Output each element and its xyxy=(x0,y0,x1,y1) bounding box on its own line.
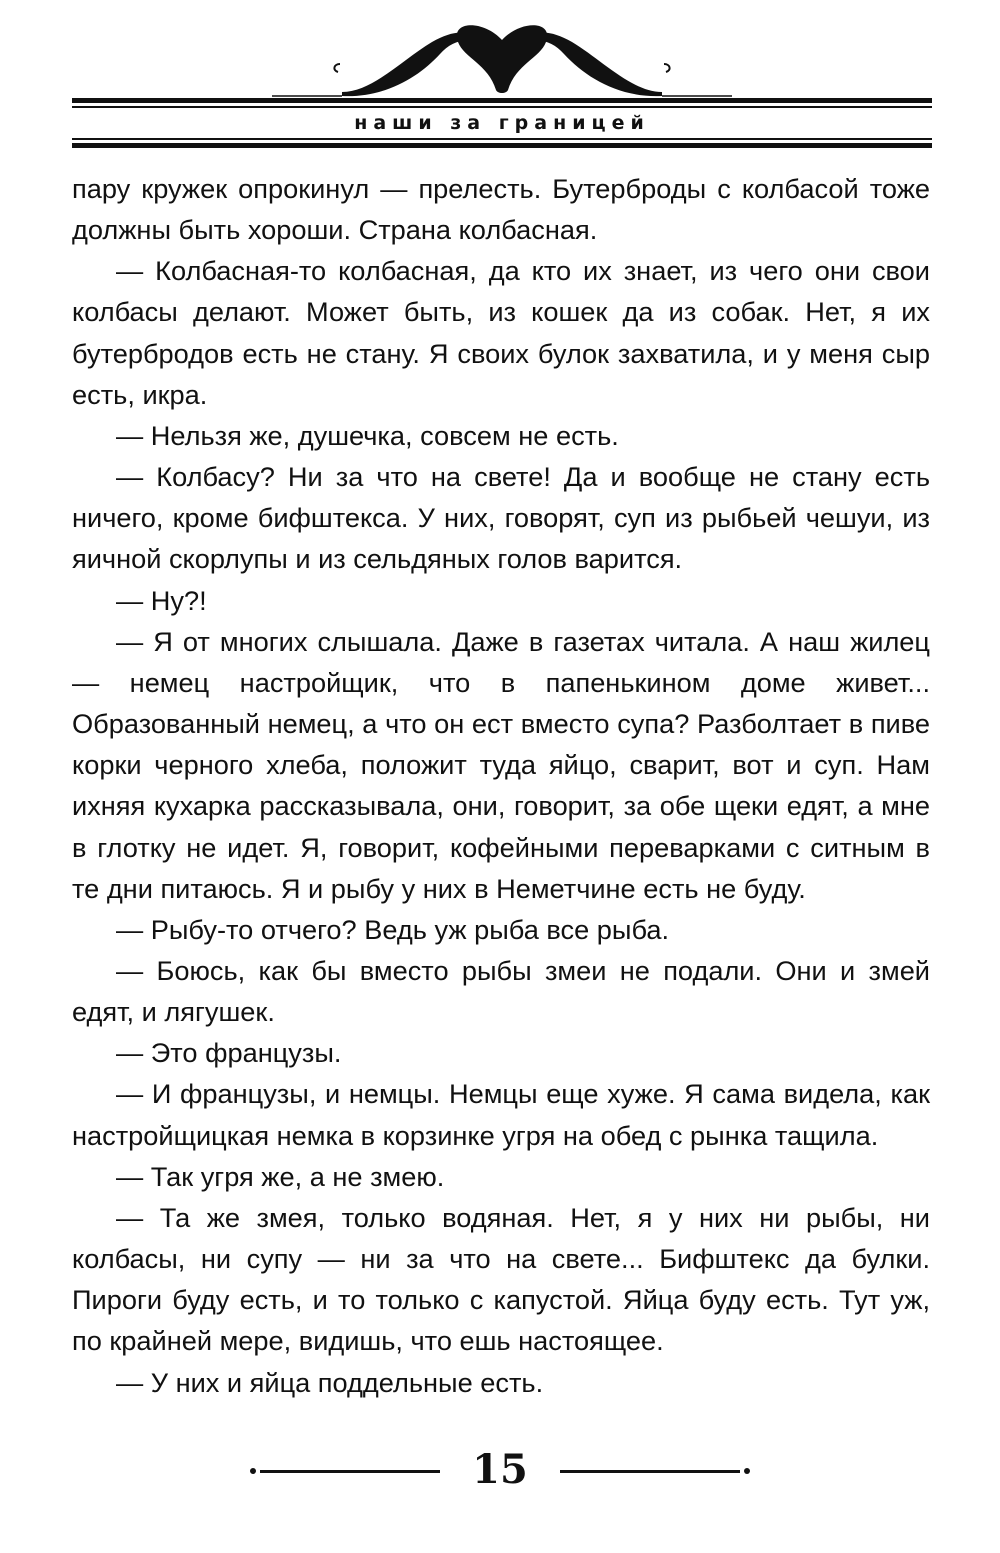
running-title: наши за границей xyxy=(354,112,650,134)
paragraph: — У них и яйца поддельные есть. xyxy=(116,1366,544,1398)
paragraph: — Та же змея, только водяная. Нет, я у них ни рыбы, ни колбасы, ни супу — ни за что на свете... Бифштекс да булки. Пироги буду есть, и то только с капустой. Яйца буду есть. Тут уж, по крайней мере, видишь, что ешь настоящее. xyxy=(72,1201,930,1357)
paragraph: — Нельзя же, душечка, совсем не есть. xyxy=(116,419,619,451)
header-ornament xyxy=(72,20,932,100)
page-header xyxy=(72,20,932,160)
paragraph: — Колбасу? Ни за что на свете! Да и вообще не стану есть ничего, кроме бифштекса. У них, говорят, суп из рыбьей чешуи, из яичной скорлупы и из сельдяных голов варится. xyxy=(72,461,930,575)
paragraph: — Так угря же, а не змею. xyxy=(116,1160,445,1192)
header-rule xyxy=(72,143,932,148)
paragraph: — Колбасная-то колбасная, да кто их знает, из чего они свои колбасы делают. Может быть, из кошек да из собак. Нет, я их бутербродов есть не стану. Я своих булок захватила, и у меня сыр есть, икра. xyxy=(72,255,930,410)
paragraph: — Ну?! xyxy=(116,584,207,616)
page-footer xyxy=(250,1440,750,1500)
footer-rule xyxy=(260,1470,440,1473)
header-rule xyxy=(72,138,932,140)
footer-dot xyxy=(744,1468,750,1474)
body-text xyxy=(72,168,930,1403)
paragraph: — Рыбу-то отчего? Ведь уж рыба все рыба. xyxy=(116,913,670,945)
header-rule xyxy=(72,98,932,103)
footer-dot xyxy=(250,1468,256,1474)
paragraph: — Боюсь, как бы вместо рыбы змеи не подали. Они и змей едят, и лягушек. xyxy=(72,954,930,1028)
paragraph: — Это французы. xyxy=(116,1037,342,1069)
paragraph: — И французы, и немцы. Немцы еще хуже. Я сама видела, как настройщицкая немка в корзинке угря на обед с рынка тащила. xyxy=(72,1078,930,1151)
paragraph: — Я от многих слышала. Даже в газетах читала. А наш жилец — немец настройщик, что в папенькином доме живет... Образованный немец, а что он ест вместо супа? Разболтает в пиве корки черного хлеба, положит туда яйцо, сварит, вот и суп. Нам ихняя кухарка рассказывала, они, говорит, за обе щеки едят, а мне в глотку не идет. Я, говорит, кофейными переварками с ситным в те дни питаюсь. Я и рыбу у них в Неметчине есть не буду. xyxy=(72,625,930,904)
paragraph: пару кружек опрокинул — прелесть. Бутерброды с колбасой тоже должны быть хороши. Страна колбасная. xyxy=(72,173,930,246)
page-number: 15 xyxy=(472,1446,528,1493)
footer-rule xyxy=(560,1470,740,1473)
